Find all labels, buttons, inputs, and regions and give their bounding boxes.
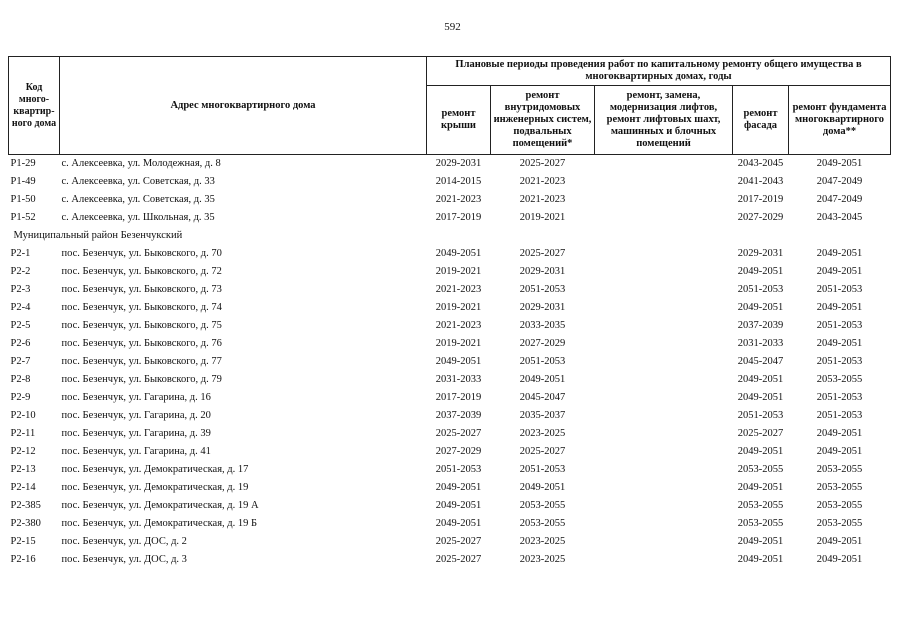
cell-elevators [595, 461, 733, 479]
cell-code: P2-4 [10, 302, 31, 313]
table-row [9, 299, 891, 317]
section-row [9, 227, 891, 245]
table-row [9, 281, 891, 299]
cell-address: пос. Безенчук, ул. ДОС, д. 2 [61, 536, 187, 547]
cell-address: пос. Безенчук, ул. Быковского, д. 72 [61, 266, 222, 277]
cell-foundation: 2051-2053 [816, 410, 863, 421]
cell-foundation: 2053-2055 [816, 482, 863, 493]
cell-foundation: 2049-2051 [816, 554, 863, 565]
cell-elevators [595, 317, 733, 335]
cell-foundation: 2051-2053 [816, 356, 863, 367]
cell-foundation: 2051-2053 [816, 320, 863, 331]
cell-facade: 2049-2051 [737, 266, 784, 277]
cell-systems: 2051-2053 [519, 464, 566, 475]
cell-facade: 2051-2053 [737, 284, 784, 295]
table-row [9, 407, 891, 425]
cell-elevators [595, 335, 733, 353]
table-row [9, 245, 891, 263]
cell-elevators [595, 263, 733, 281]
section-title: Муниципальный район Безенчукский [13, 230, 183, 241]
table-row [9, 425, 891, 443]
header-roof: ремонт крыши [427, 86, 491, 155]
cell-foundation: 2053-2055 [816, 518, 863, 529]
cell-code: P2-8 [10, 374, 31, 385]
cell-facade: 2043-2045 [737, 158, 784, 169]
cell-address: пос. Безенчук, ул. Быковского, д. 76 [61, 338, 222, 349]
cell-elevators [595, 515, 733, 533]
cell-code: P2-3 [10, 284, 31, 295]
table-row [9, 155, 891, 174]
table-row [9, 533, 891, 551]
cell-facade: 2049-2051 [737, 446, 784, 457]
table-row [9, 461, 891, 479]
cell-systems: 2045-2047 [519, 392, 566, 403]
cell-roof: 2021-2023 [435, 284, 482, 295]
table-row [9, 335, 891, 353]
table-row [9, 353, 891, 371]
cell-roof: 2025-2027 [435, 536, 482, 547]
cell-roof: 2019-2021 [435, 266, 482, 277]
cell-facade: 2045-2047 [737, 356, 784, 367]
cell-code: P2-9 [10, 392, 31, 403]
cell-code: P2-16 [10, 554, 36, 565]
cell-roof: 2029-2031 [435, 158, 482, 169]
cell-code: P2-5 [10, 320, 31, 331]
cell-elevators [595, 155, 733, 174]
cell-roof: 2025-2027 [435, 428, 482, 439]
cell-address: пос. Безенчук, ул. Гагарина, д. 16 [61, 392, 211, 403]
table-row [9, 371, 891, 389]
cell-code: P2-10 [10, 410, 36, 421]
header-address: Адрес многоквартирного дома [60, 57, 427, 155]
cell-foundation: 2049-2051 [816, 266, 863, 277]
cell-elevators [595, 425, 733, 443]
cell-roof: 2037-2039 [435, 410, 482, 421]
cell-systems: 2025-2027 [519, 446, 566, 457]
cell-roof: 2021-2023 [435, 320, 482, 331]
cell-address: пос. Безенчук, ул. Быковского, д. 70 [61, 248, 222, 259]
cell-facade: 2053-2055 [737, 464, 784, 475]
cell-elevators [595, 389, 733, 407]
cell-code: P2-11 [10, 428, 36, 439]
cell-foundation: 2053-2055 [816, 464, 863, 475]
cell-facade: 2025-2027 [737, 428, 784, 439]
repair-schedule-table [8, 56, 891, 569]
cell-systems: 2051-2053 [519, 284, 566, 295]
cell-roof: 2025-2027 [435, 554, 482, 565]
cell-address: с. Алексеевка, ул. Школьная, д. 35 [61, 212, 215, 223]
cell-elevators [595, 371, 733, 389]
cell-address: пос. Безенчук, ул. Быковского, д. 74 [61, 302, 222, 313]
cell-roof: 2051-2053 [435, 464, 482, 475]
cell-systems: 2021-2023 [519, 194, 566, 205]
cell-systems: 2029-2031 [519, 266, 566, 277]
cell-elevators [595, 497, 733, 515]
cell-systems: 2023-2025 [519, 536, 566, 547]
cell-systems: 2033-2035 [519, 320, 566, 331]
cell-code: P2-14 [10, 482, 36, 493]
cell-systems: 2019-2021 [519, 212, 566, 223]
cell-roof: 2021-2023 [435, 194, 482, 205]
cell-facade: 2049-2051 [737, 392, 784, 403]
table-row [9, 497, 891, 515]
cell-address: пос. Безенчук, ул. Демократическая, д. 19 А [61, 500, 259, 511]
table-row [9, 263, 891, 281]
cell-roof: 2017-2019 [435, 392, 482, 403]
cell-address: пос. Безенчук, ул. ДОС, д. 3 [61, 554, 187, 565]
cell-address: пос. Безенчук, ул. Демократическая, д. 19 [61, 482, 249, 493]
cell-facade: 2051-2053 [737, 410, 784, 421]
cell-systems: 2051-2053 [519, 356, 566, 367]
cell-facade: 2027-2029 [737, 212, 784, 223]
cell-foundation: 2049-2051 [816, 158, 863, 169]
cell-facade: 2049-2051 [737, 554, 784, 565]
cell-roof: 2019-2021 [435, 302, 482, 313]
cell-address: пос. Безенчук, ул. Гагарина, д. 20 [61, 410, 211, 421]
cell-facade: 2029-2031 [737, 248, 784, 259]
cell-address: пос. Безенчук, ул. Демократическая, д. 17 [61, 464, 249, 475]
cell-code: P2-385 [10, 500, 41, 511]
table-row [9, 443, 891, 461]
cell-roof: 2049-2051 [435, 248, 482, 259]
cell-systems: 2049-2051 [519, 374, 566, 385]
cell-code: P2-6 [10, 338, 31, 349]
cell-address: пос. Безенчук, ул. Быковского, д. 75 [61, 320, 222, 331]
table-row [9, 173, 891, 191]
cell-systems: 2049-2051 [519, 482, 566, 493]
table-row [9, 551, 891, 569]
cell-code: P2-1 [10, 248, 31, 259]
cell-code: P2-2 [10, 266, 31, 277]
cell-elevators [595, 443, 733, 461]
table-row [9, 191, 891, 209]
cell-systems: 2025-2027 [519, 248, 566, 259]
cell-facade: 2053-2055 [737, 500, 784, 511]
page-number: 592 [444, 21, 461, 33]
cell-code: P1-29 [10, 158, 36, 169]
cell-address: с. Алексеевка, ул. Советская, д. 35 [61, 194, 215, 205]
cell-code: P2-15 [10, 536, 36, 547]
cell-systems: 2023-2025 [519, 428, 566, 439]
cell-roof: 2049-2051 [435, 356, 482, 367]
cell-roof: 2049-2051 [435, 518, 482, 529]
header-foundation: ремонт фундамента многоквартирного дома** [789, 86, 891, 155]
table-row [9, 317, 891, 335]
cell-systems: 2025-2027 [519, 158, 566, 169]
cell-facade: 2041-2043 [737, 176, 784, 187]
cell-foundation: 2053-2055 [816, 500, 863, 511]
cell-address: пос. Безенчук, ул. Гагарина, д. 41 [61, 446, 211, 457]
header-systems: ремонт внутридомовых инженерных систем, подвальных помещений* [491, 86, 595, 155]
cell-foundation: 2049-2051 [816, 428, 863, 439]
table-row [9, 209, 891, 227]
cell-facade: 2037-2039 [737, 320, 784, 331]
cell-roof: 2049-2051 [435, 500, 482, 511]
cell-elevators [595, 173, 733, 191]
header-code: Код много-квартир-ного дома [9, 57, 60, 155]
cell-address: с. Алексеевка, ул. Молодежная, д. 8 [61, 158, 221, 169]
cell-address: пос. Безенчук, ул. Демократическая, д. 19 Б [61, 518, 258, 529]
cell-systems: 2027-2029 [519, 338, 566, 349]
cell-facade: 2049-2051 [737, 374, 784, 385]
table-body [9, 155, 891, 570]
cell-foundation: 2047-2049 [816, 194, 863, 205]
header-facade: ремонт фасада [733, 86, 789, 155]
cell-code: P1-49 [10, 176, 36, 187]
cell-code: P2-12 [10, 446, 36, 457]
cell-foundation: 2049-2051 [816, 248, 863, 259]
cell-foundation: 2049-2051 [816, 302, 863, 313]
cell-code: P1-50 [10, 194, 36, 205]
table-header [9, 57, 891, 155]
cell-elevators [595, 191, 733, 209]
table-row [9, 515, 891, 533]
cell-elevators [595, 407, 733, 425]
cell-elevators [595, 281, 733, 299]
header-elevators: ремонт, замена, модернизация лифтов, ремонт лифтовых шахт, машинных и блочных помещений [595, 86, 733, 155]
cell-foundation: 2053-2055 [816, 374, 863, 385]
cell-elevators [595, 245, 733, 263]
cell-roof: 2019-2021 [435, 338, 482, 349]
cell-roof: 2014-2015 [435, 176, 482, 187]
cell-elevators [595, 353, 733, 371]
cell-facade: 2049-2051 [737, 482, 784, 493]
cell-facade: 2049-2051 [737, 302, 784, 313]
cell-elevators [595, 479, 733, 497]
cell-foundation: 2047-2049 [816, 176, 863, 187]
cell-elevators [595, 299, 733, 317]
cell-elevators [595, 209, 733, 227]
cell-foundation: 2043-2045 [816, 212, 863, 223]
cell-roof: 2031-2033 [435, 374, 482, 385]
cell-address: пос. Безенчук, ул. Быковского, д. 77 [61, 356, 222, 367]
cell-systems: 2023-2025 [519, 554, 566, 565]
cell-systems: 2035-2037 [519, 410, 566, 421]
cell-foundation: 2051-2053 [816, 392, 863, 403]
cell-elevators [595, 551, 733, 569]
cell-code: P2-13 [10, 464, 36, 475]
cell-facade: 2031-2033 [737, 338, 784, 349]
cell-roof: 2049-2051 [435, 482, 482, 493]
cell-address: пос. Безенчук, ул. Быковского, д. 73 [61, 284, 222, 295]
cell-address: пос. Безенчук, ул. Гагарина, д. 39 [61, 428, 211, 439]
cell-foundation: 2049-2051 [816, 446, 863, 457]
table-row [9, 389, 891, 407]
cell-facade: 2049-2051 [737, 536, 784, 547]
cell-systems: 2053-2055 [519, 500, 566, 511]
cell-systems: 2021-2023 [519, 176, 566, 187]
cell-address: с. Алексеевка, ул. Советская, д. 33 [61, 176, 215, 187]
header-group: Плановые периоды проведения работ по капитальному ремонту общего имущества в многоквартирных домах, годы [427, 57, 891, 86]
cell-foundation: 2051-2053 [816, 284, 863, 295]
cell-code: P2-380 [10, 518, 41, 529]
cell-foundation: 2049-2051 [816, 338, 863, 349]
cell-facade: 2017-2019 [737, 194, 784, 205]
cell-systems: 2053-2055 [519, 518, 566, 529]
cell-roof: 2027-2029 [435, 446, 482, 457]
cell-systems: 2029-2031 [519, 302, 566, 313]
cell-facade: 2053-2055 [737, 518, 784, 529]
cell-code: P1-52 [10, 212, 36, 223]
cell-address: пос. Безенчук, ул. Быковского, д. 79 [61, 374, 222, 385]
cell-foundation: 2049-2051 [816, 536, 863, 547]
cell-code: P2-7 [10, 356, 31, 367]
cell-roof: 2017-2019 [435, 212, 482, 223]
cell-elevators [595, 533, 733, 551]
table-row [9, 479, 891, 497]
